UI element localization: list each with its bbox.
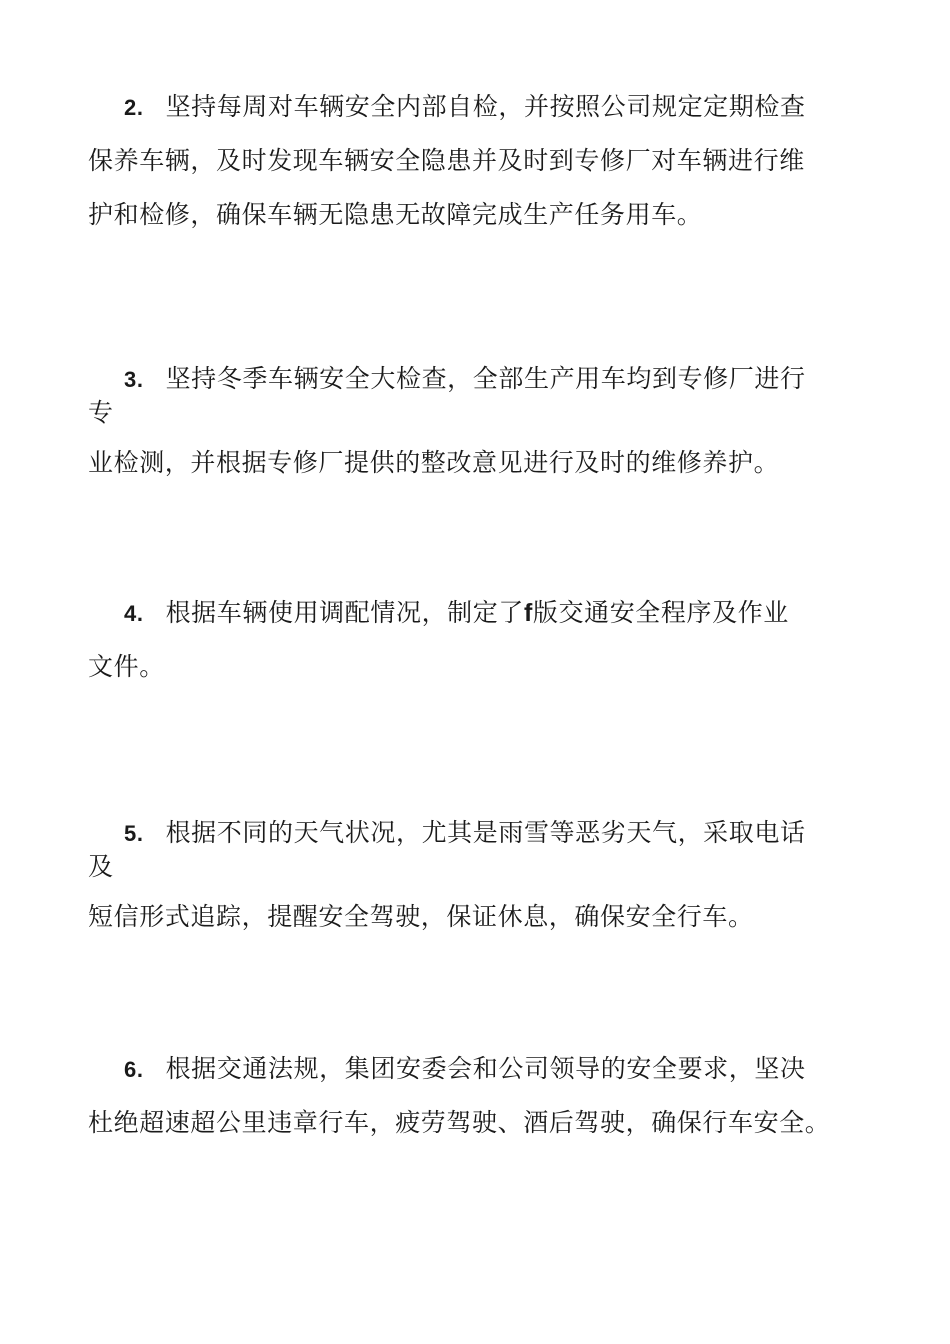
list-item-5 <box>88 818 868 932</box>
item-3-text-1: 坚持冬季车辆安全大检查，全部生产用车均到专修厂进行 <box>165 364 806 393</box>
item-3-number: 3. <box>124 367 144 392</box>
item-2-line-3: 护和检修，确保车辆无隐患无故障完成生产任务用车。 <box>88 200 703 229</box>
item-3-line-1 <box>88 364 868 394</box>
item-4-text-after: 版交通安全程序及作业 <box>532 598 789 627</box>
list-item-6 <box>88 1054 868 1138</box>
item-2-text-1: 坚持每周对车辆安全内部自检，并按照公司规定定期检查 <box>165 92 806 121</box>
list-item-3 <box>88 364 868 478</box>
item-4-line-2: 文件。 <box>88 652 165 681</box>
item-5-line-3: 短信形式追踪，提醒安全驾驶，保证休息，确保安全行车。 <box>88 902 754 931</box>
item-4-text-before: 根据车辆使用调配情况，制定了 <box>165 598 524 627</box>
item-2-line-1 <box>88 92 868 122</box>
item-3-line-2: 专 <box>88 398 114 427</box>
item-6-number: 6. <box>124 1057 144 1082</box>
item-5-number: 5. <box>124 821 144 846</box>
item-5-line-2: 及 <box>88 852 114 881</box>
item-4-line-1 <box>88 598 868 628</box>
item-3-line-3: 业检测，并根据专修厂提供的整改意见进行及时的维修养护。 <box>88 448 780 477</box>
list-item-4 <box>88 598 868 682</box>
item-5-line-1 <box>88 818 868 848</box>
item-6-line-1 <box>88 1054 868 1084</box>
item-5-text-1: 根据不同的天气状况，尤其是雨雪等恶劣天气，采取电话 <box>165 818 806 847</box>
list-item-2 <box>88 92 868 230</box>
item-6-text-1: 根据交通法规，集团安委会和公司领导的安全要求，坚决 <box>165 1054 806 1083</box>
item-4-text-letter: f <box>523 599 533 627</box>
item-2-number: 2. <box>124 95 144 120</box>
item-2-line-2: 保养车辆，及时发现车辆安全隐患并及时到专修厂对车辆进行维 <box>88 146 805 175</box>
item-6-line-2: 杜绝超速超公里违章行车，疲劳驾驶、酒后驾驶，确保行车安全。 <box>88 1108 831 1137</box>
item-4-number: 4. <box>124 601 144 626</box>
